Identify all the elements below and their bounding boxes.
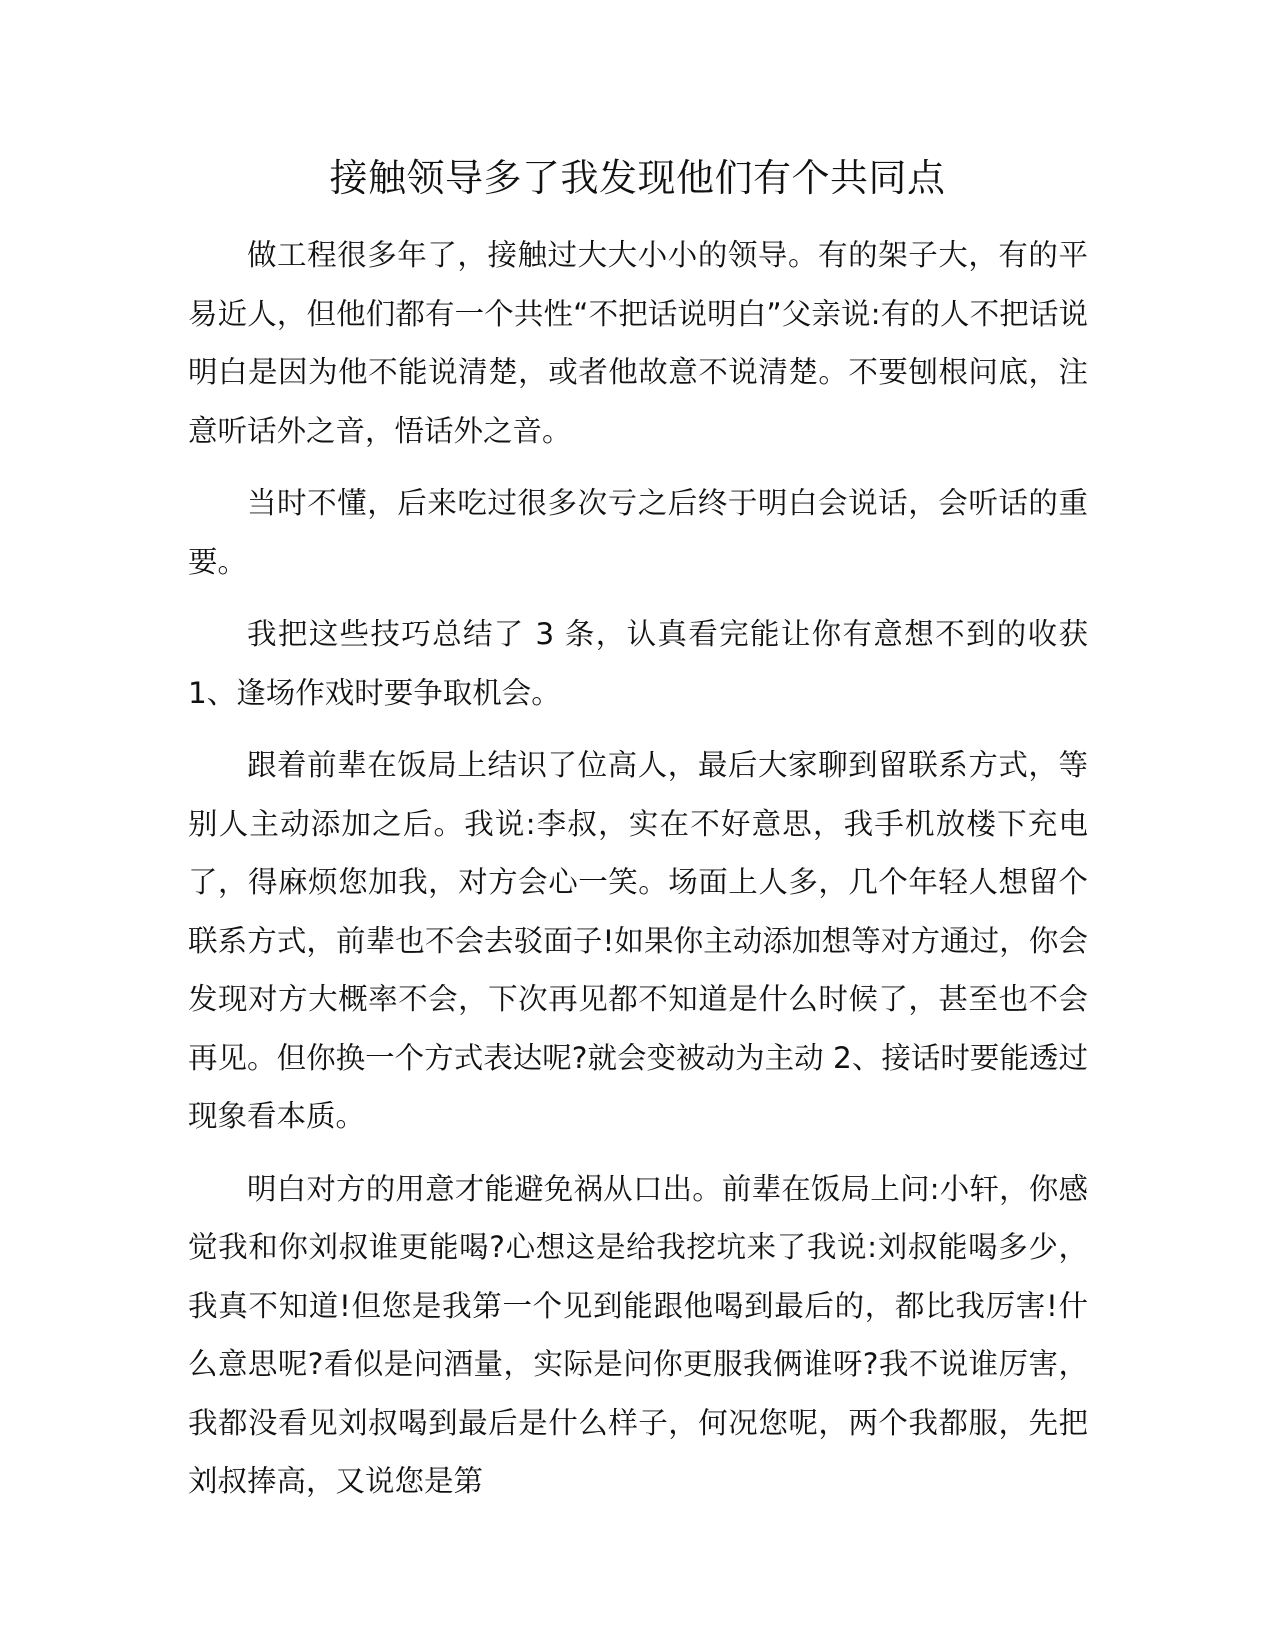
paragraph-3: 我把这些技巧总结了 3 条，认真看完能让你有意想不到的收获 1、逢场作戏时要争取机会。 (188, 617, 1088, 710)
paragraph-2: 当时不懂，后来吃过很多次亏之后终于明白会说话，会听话的重要。 (188, 486, 1088, 579)
document-title: 接触领导多了我发现他们有个共同点 (329, 156, 946, 200)
document-body (188, 226, 1088, 1525)
paragraph-5: 明白对方的用意才能避免祸从口出。前辈在饭局上问:小轩，你感觉我和你刘叔谁更能喝?心想这是给我挖坑来了我说:刘叔能喝多少，我真不知道!但您是我第一个见到能跟他喝到最后的，都比我厉害!什么意思呢?看似是问酒量，实际是问你更服我俩谁呀?我不说谁厉害，我都没看见刘叔喝到最后是什么样子，何况您呢，两个我都服，先把刘叔捧高，又说您是第 (188, 1171, 1088, 1498)
paragraph-4: 跟着前辈在饭局上结识了位高人，最后大家聊到留联系方式，等别人主动添加之后。我说:李叔，实在不好意思，我手机放楼下充电了，得麻烦您加我，对方会心一笑。场面上人多，几个年轻人想留个联系方式，前辈也不会去驳面子!如果你主动添加想等对方通过，你会发现对方大概率不会，下次再见都不知道是什么时候了，甚至也不会再见。但你换一个方式表达呢?就会变被动为主动 2、接话时要能透过现象看本质。 (188, 748, 1088, 1133)
paragraph-1: 做工程很多年了，接触过大大小小的领导。有的架子大，有的平易近人，但他们都有一个共性“不把话说明白”父亲说:有的人不把话说明白是因为他不能说清楚，或者他故意不说清楚。不要刨根问底，注意听话外之音，悟话外之音。 (188, 238, 1088, 448)
